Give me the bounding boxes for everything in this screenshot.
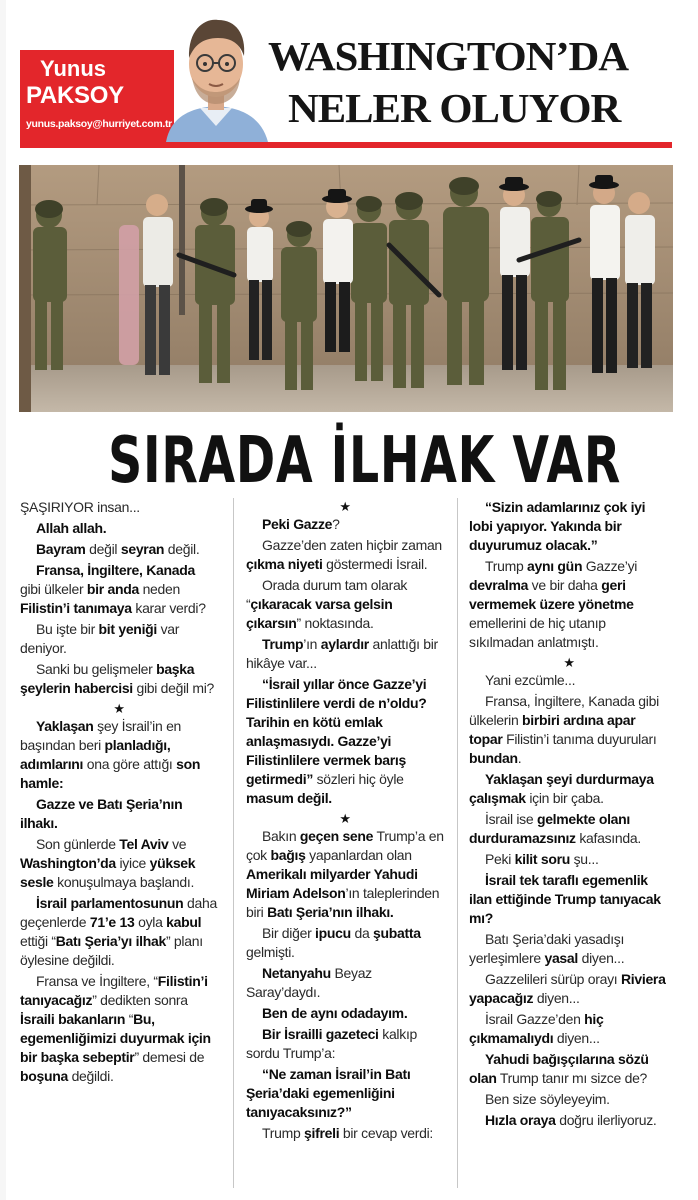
bold-text: bir anda — [86, 581, 139, 597]
body-text: değil. — [164, 541, 200, 557]
body-text: Yani ezcümle... — [485, 672, 576, 688]
section-separator-star — [246, 498, 444, 515]
body-text: gelmişti. — [246, 944, 295, 960]
bold-text: bağış — [270, 847, 306, 863]
article-paragraph — [246, 1025, 444, 1063]
body-text: Batı Şeria’daki yasadışı yerleşimlere — [469, 931, 625, 966]
article-paragraph — [469, 671, 669, 690]
bold-text: “İsrail yıllar önce Gazze’yi Filistinlilere verdi de n’oldu? Tarihin en kötü emlak anlaşmasıydı. Gazze’yi Filistinlilere vermek barış getirmedi” — [246, 676, 427, 787]
column-title-line-1: WASHINGTON’DA — [268, 33, 629, 79]
body-text: Bu işte bir — [36, 621, 99, 637]
body-text: değildi. — [67, 1068, 114, 1084]
bold-text: İsrail parlamentosunun — [36, 895, 184, 911]
article-paragraph — [246, 827, 444, 922]
article-paragraph — [246, 924, 444, 962]
bold-text: Filistin’i tanıyacağız — [20, 973, 208, 1008]
body-text: konuşulmaya başlandı. — [53, 874, 195, 890]
article-column-2 — [246, 498, 444, 1188]
article-paragraph — [469, 1010, 669, 1048]
bold-text: masum değil. — [246, 790, 332, 806]
bold-text: Batı Şeria’nın ilhakı. — [267, 904, 394, 920]
article-paragraph — [246, 515, 444, 534]
bold-text: bundan — [469, 750, 518, 766]
article-paragraph — [20, 717, 218, 793]
bold-text: geri vermemek üzere yönetme — [469, 577, 634, 612]
body-text: Ben size söyleyeyim. — [485, 1091, 610, 1107]
article-column-1 — [20, 498, 218, 1188]
body-text: Gazze’den zaten hiçbir zaman — [262, 537, 442, 553]
body-text: Peki — [485, 851, 515, 867]
article-paragraph — [469, 930, 669, 968]
body-text: sözleri hiç öyle — [313, 771, 404, 787]
body-text: Gazzelileri sürüp orayı — [485, 971, 621, 987]
body-text: neden — [138, 581, 181, 597]
bold-text: yüksek sesle — [20, 855, 196, 890]
body-text: göstermedi İsrail. — [322, 556, 428, 572]
bold-text: yasal — [544, 950, 578, 966]
bold-text: Bayram — [36, 541, 86, 557]
author-last-name: PAKSOY — [26, 82, 124, 109]
bold-text: birbiri ardına apar topar — [469, 712, 636, 747]
body-text: ’ın taleplerinden biri — [246, 885, 440, 920]
bold-text: Bu, egemenliğimizi duyurmak için bir başka sebeptir — [20, 1011, 211, 1065]
body-text: “ — [125, 1011, 134, 1027]
body-text: Filistin’i tanıma duyuruları — [502, 731, 657, 747]
bold-text: Netanyahu — [262, 965, 331, 981]
bold-text: Yaklaşan şeyi durdurmaya çalışmak — [469, 771, 654, 806]
bold-text: ipucu — [315, 925, 351, 941]
body-text: ? — [332, 516, 340, 532]
body-text: var deniyor. — [20, 621, 180, 656]
body-text: da — [350, 925, 374, 941]
author-email[interactable]: yunus.paksoy@hurriyet.com.tr — [26, 118, 172, 130]
body-text: ve — [168, 836, 187, 852]
body-text: karar verdi? — [131, 600, 206, 616]
bold-text: Filistin’i tanımaya — [20, 600, 132, 616]
body-text: diyen... — [578, 950, 625, 966]
bold-text: son hamle: — [20, 756, 201, 791]
bold-text: Yaklaşan — [36, 718, 94, 734]
bold-text: bit yeniği — [98, 621, 157, 637]
article-paragraph — [20, 835, 218, 892]
body-text: Bir diğer — [262, 925, 316, 941]
section-separator-star — [20, 700, 218, 717]
body-text: şu... — [569, 851, 599, 867]
article-paragraph — [469, 1050, 669, 1088]
bold-text: hiç çıkmamalıydı — [469, 1011, 604, 1046]
bold-text: Batı Şeria’yı ilhak — [55, 933, 166, 949]
body-text: değil — [85, 541, 121, 557]
article-paragraph — [20, 561, 218, 618]
bold-text: devralma — [469, 577, 529, 593]
bold-text: Trump — [262, 636, 304, 652]
body-text: kafasında. — [575, 830, 641, 846]
article-paragraph — [20, 620, 218, 658]
bold-text: Tel Aviv — [119, 836, 169, 852]
body-text: ’ın — [303, 636, 321, 652]
article-paragraph — [246, 576, 444, 633]
bold-text: Peki Gazze — [262, 516, 333, 532]
bold-text: Gazze ve Batı Şeria’nın ilhakı. — [20, 796, 183, 831]
body-text: Beyaz Saray’daydı. — [246, 965, 372, 1000]
article-paragraph — [469, 970, 669, 1008]
bold-text: geçen sene — [299, 828, 374, 844]
article-paragraph — [246, 635, 444, 673]
bold-text: başka şeylerin habercisi — [20, 661, 195, 696]
body-text: emellerini de hiç utanıp sıkılmadan anlatmıştı. — [469, 615, 606, 650]
body-text: daha geçenlerde — [20, 895, 217, 930]
bold-text: seyran — [120, 541, 165, 557]
article-paragraph — [469, 1090, 669, 1109]
body-text: Trump — [262, 1125, 305, 1141]
body-text: için bir çaba. — [525, 790, 604, 806]
article-paragraph — [469, 498, 669, 555]
column-divider — [457, 498, 458, 1188]
bold-text: Allah allah. — [36, 520, 107, 536]
column-header — [20, 8, 672, 143]
body-text: Orada durum tam olarak “ — [246, 577, 408, 612]
body-text: İsrail Gazze’den — [485, 1011, 585, 1027]
bold-text: kilit soru — [514, 851, 570, 867]
body-text: diyen... — [533, 990, 580, 1006]
bold-text: Yahudi bağışçılarına sözü olan — [469, 1051, 649, 1086]
article-paragraph — [246, 1065, 444, 1122]
article-paragraph — [20, 519, 218, 538]
body-text: ŞAŞIRIYOR insan... — [20, 499, 140, 515]
bold-text: İsraili bakanların — [20, 1011, 126, 1027]
headline — [18, 415, 678, 507]
body-text: ★ — [563, 655, 575, 670]
news-photo — [19, 165, 673, 412]
bold-text: şifreli — [304, 1125, 340, 1141]
body-text: Trump tanır mı sizce de? — [496, 1070, 648, 1086]
body-text: Sanki bu gelişmeler — [36, 661, 157, 677]
article-paragraph — [469, 810, 669, 848]
bold-text: Washington’da — [20, 855, 116, 871]
body-text: bir cevap verdi: — [339, 1125, 434, 1141]
page-edge — [0, 0, 6, 1200]
article-paragraph — [469, 1111, 669, 1130]
body-text: Trump — [485, 558, 528, 574]
article-paragraph — [246, 675, 444, 808]
body-text: Trump’a en çok — [246, 828, 444, 863]
bold-text: İsrail tek taraflı egemenlik ilan ettiğinde Trump tanıyacak mı? — [469, 872, 661, 926]
column-title-line-2: NELER OLUYOR — [288, 85, 621, 131]
body-text: kalkıp sordu Trump’a: — [246, 1026, 418, 1061]
body-text: ve bir daha — [528, 577, 602, 593]
headline-text: SIRADA İLHAK VAR — [108, 424, 622, 498]
bold-text: “Sizin adamlarınız çok iyi lobi yapıyor. Yakında bir duyurumuz olacak.” — [469, 499, 646, 553]
body-text: . — [517, 750, 522, 766]
article-paragraph — [20, 894, 218, 970]
article-column-3 — [469, 498, 669, 1188]
bold-text: Hızla oraya — [485, 1112, 556, 1128]
body-text: gibi ülkeler — [20, 581, 87, 597]
body-text: ” planı öylesine değildi. — [20, 933, 203, 968]
article-paragraph — [20, 795, 218, 833]
bold-text: aylardır — [320, 636, 369, 652]
article-paragraph — [469, 557, 669, 652]
article-paragraph — [469, 871, 669, 928]
body-text: Fransa, İngiltere, Kanada gibi ülkelerin — [469, 693, 659, 728]
body-text: İsrail ise — [485, 811, 537, 827]
bold-text: şubatta — [373, 925, 421, 941]
article-paragraph — [469, 770, 669, 808]
article-paragraph — [469, 850, 669, 869]
article-paragraph — [246, 1004, 444, 1023]
body-text: anlattığı bir hikâye var... — [246, 636, 438, 671]
body-text: gibi değil mi? — [132, 680, 214, 696]
body-text: ★ — [113, 701, 125, 716]
bold-text: Ben de aynı odadayım. — [262, 1005, 408, 1021]
body-text: oyla — [134, 914, 167, 930]
bold-text: boşuna — [20, 1068, 68, 1084]
bold-text: 71’e 13 — [89, 914, 135, 930]
body-text: ettiği “ — [20, 933, 56, 949]
body-text: ” noktasında. — [296, 615, 374, 631]
bold-text: planladığı, adımlarını — [20, 737, 171, 772]
body-text: ” dedikten sonra — [92, 992, 188, 1008]
body-text: Bakın — [262, 828, 300, 844]
bold-text: “Ne zaman İsrail’in Batı Şeria’daki egemenliğini tanıyacaksınız?” — [246, 1066, 411, 1120]
article-paragraph — [20, 972, 218, 1086]
body-text: doğru ilerliyoruz. — [555, 1112, 657, 1128]
section-separator-star — [469, 654, 669, 671]
bold-text: Fransa, İngiltere, Kanada — [36, 562, 195, 578]
author-first-name: Yunus — [40, 56, 107, 81]
section-separator-star — [246, 810, 444, 827]
bold-text: Amerikalı milyarder Yahudi Miriam Adelson — [246, 866, 418, 901]
article-paragraph — [20, 540, 218, 559]
article-columns — [20, 498, 676, 1188]
article-paragraph — [246, 536, 444, 574]
bold-text: Riviera yapacağız — [469, 971, 666, 1006]
article-paragraph — [20, 660, 218, 698]
body-text: diyen... — [553, 1030, 600, 1046]
body-text: ★ — [339, 499, 351, 514]
body-text: yapanlardan olan — [305, 847, 412, 863]
body-text: iyice — [115, 855, 150, 871]
bold-text: kabul — [166, 914, 202, 930]
author-portrait — [160, 8, 272, 142]
bold-text: gelmekte olanı durduramazsınız — [469, 811, 630, 846]
article-paragraph — [246, 964, 444, 1002]
article-paragraph — [469, 692, 669, 768]
body-text: şey İsrail’in en başından beri — [20, 718, 182, 753]
bold-text: çıkaracak varsa gelsin çıkarsın — [246, 596, 393, 631]
bold-text: Bir İsrailli gazeteci — [262, 1026, 379, 1042]
body-text: ona göre attığı — [83, 756, 177, 772]
bold-text: aynı gün — [527, 558, 583, 574]
body-text: Gazze’yi — [582, 558, 638, 574]
article-paragraph — [246, 1124, 444, 1143]
body-text: ★ — [339, 811, 351, 826]
body-text: Fransa ve İngiltere, “ — [36, 973, 158, 989]
article-paragraph — [20, 498, 218, 517]
body-text: Son günlerde — [36, 836, 120, 852]
column-divider — [233, 498, 234, 1188]
body-text: ” demesi de — [134, 1049, 205, 1065]
bold-text: çıkma niyeti — [246, 556, 323, 572]
